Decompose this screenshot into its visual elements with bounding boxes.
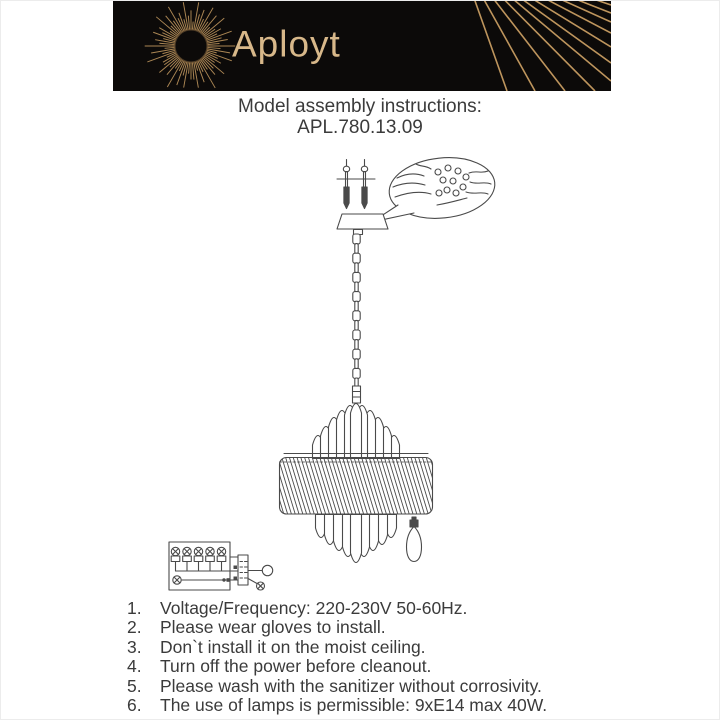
item-number: 2. — [127, 617, 142, 638]
model-number: APL.780.13.09 — [297, 117, 423, 138]
item-number: 4. — [127, 656, 142, 677]
instruction-list — [127, 599, 547, 715]
instruction-item — [127, 638, 547, 657]
ceiling-anchor-screws-icon — [337, 160, 375, 209]
item-text: Voltage/Frequency: 220-230V 50-60Hz. — [160, 598, 468, 618]
instruction-item — [127, 696, 547, 715]
crystal-chandelier-icon — [263, 404, 462, 563]
e14-candle-bulb-icon — [407, 517, 422, 562]
wiring-schematic-icon — [169, 542, 273, 590]
wire-connection-hand-callout-icon — [372, 153, 498, 224]
item-text: Please wash with the sanitizer without corrosivity. — [160, 675, 542, 696]
item-number: 1. — [127, 598, 142, 618]
instruction-item — [127, 677, 547, 696]
instruction-item — [127, 618, 547, 637]
instruction-item — [127, 657, 547, 676]
item-text: Turn off the power before cleanout. — [160, 656, 432, 677]
item-number: 3. — [127, 636, 142, 657]
ceiling-canopy-icon — [337, 214, 388, 235]
page-title: Model assembly instructions: — [238, 96, 482, 117]
item-number: 6. — [127, 695, 142, 716]
item-text: Please wear gloves to install. — [160, 617, 386, 638]
chain-finial — [353, 386, 361, 403]
brand-name: Aployt — [232, 23, 341, 65]
item-text: Don`t install it on the moist ceiling. — [160, 636, 426, 657]
item-text: The use of lamps is permissible: 9xE14 max 40W. — [160, 695, 548, 716]
bottom-crystal-tiers — [316, 515, 397, 563]
top-crystal-crown — [313, 404, 400, 459]
hanging-chain-icon — [353, 234, 360, 388]
pleated-drum-shade — [263, 454, 462, 515]
item-number: 5. — [127, 675, 142, 696]
instruction-item — [127, 599, 547, 618]
